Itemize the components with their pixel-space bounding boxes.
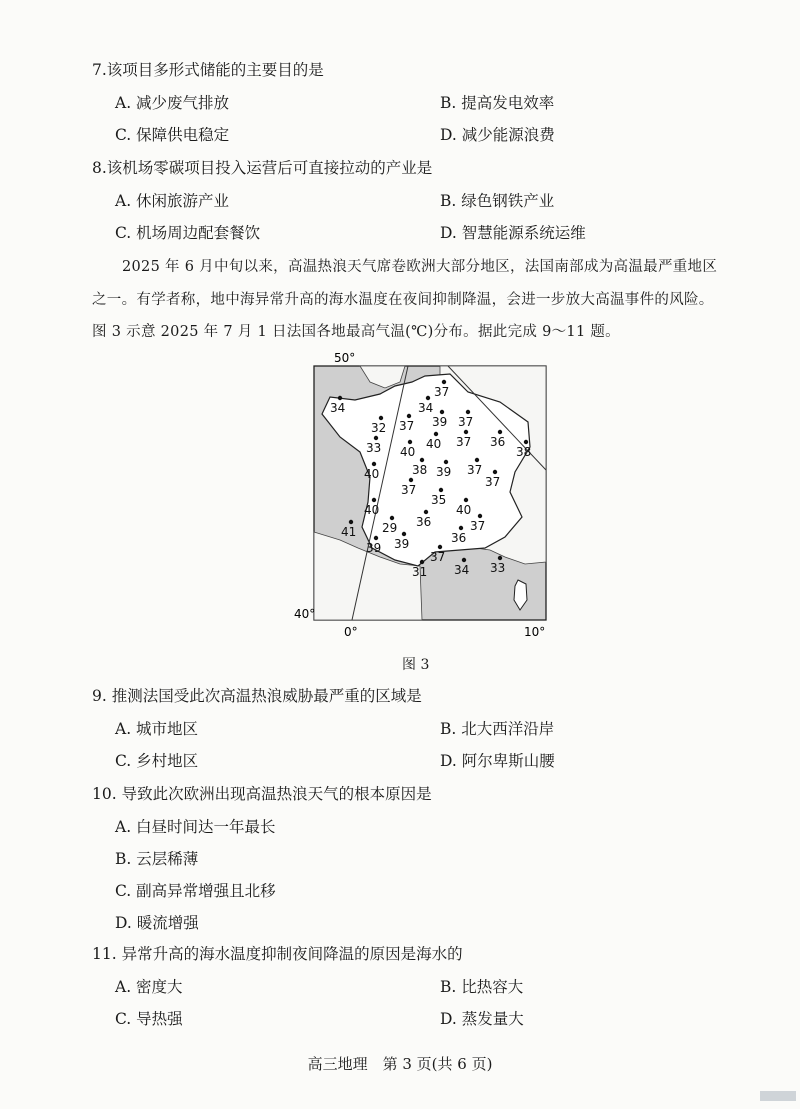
station-dot (424, 510, 428, 514)
station-dot (462, 558, 466, 562)
q10-option-c: C. 副高异常增强且北移 (115, 882, 276, 900)
q8-option-b: B. 绿色钢铁产业 (440, 192, 555, 210)
q11-option-c: C. 导热强 (115, 1010, 183, 1028)
station-dot (372, 498, 376, 502)
station-temp-label: 36 (416, 515, 432, 529)
lat-top-label: 50° (334, 351, 356, 365)
q8-option-a: A. 休闲旅游产业 (115, 192, 230, 210)
station-dot (374, 436, 378, 440)
lon-right-label: 10° (524, 625, 546, 639)
station-dot (459, 526, 463, 530)
station-temp-label: 39 (366, 541, 382, 555)
station-temp-label: 37 (434, 385, 450, 399)
q10-stem: 10. 导致此次欧洲出现高温热浪天气的根本原因是 (92, 785, 432, 803)
station-temp-label: 37 (456, 435, 472, 449)
q8-option-d: D. 智慧能源系统运维 (440, 224, 586, 242)
station-temp-label: 37 (458, 415, 474, 429)
q10-option-b: B. 云层稀薄 (115, 850, 199, 868)
q10-option-a: A. 白昼时间达一年最长 (115, 818, 276, 836)
q8-stem: 8.该机场零碳项目投入运营后可直接拉动的产业是 (92, 159, 433, 177)
q7-stem: 7.该项目多形式储能的主要目的是 (92, 61, 324, 79)
q9-option-a: A. 城市地区 (115, 720, 199, 738)
station-dot (478, 514, 482, 518)
station-dot (438, 545, 442, 549)
station-temp-label: 36 (490, 435, 506, 449)
station-dot (434, 432, 438, 436)
station-dot (379, 416, 383, 420)
station-dot (420, 560, 424, 564)
page-footer: 高三地理 第 3 页(共 6 页) (307, 1055, 493, 1073)
france-temperature-map (294, 351, 560, 642)
station-dot (372, 462, 376, 466)
station-temp-label: 37 (485, 475, 501, 489)
station-dot (493, 470, 497, 474)
station-temp-label: 34 (418, 401, 434, 415)
station-dot (407, 414, 411, 418)
station-temp-label: 37 (399, 419, 415, 433)
station-dot (498, 556, 502, 560)
station-dot (475, 458, 479, 462)
station-dot (442, 380, 446, 384)
scanner-watermark (760, 1091, 796, 1101)
station-dot (464, 498, 468, 502)
station-temp-label: 29 (382, 521, 398, 535)
station-temp-label: 40 (400, 445, 416, 459)
station-dot (439, 488, 443, 492)
q9-option-b: B. 北大西洋沿岸 (440, 720, 555, 738)
q9-option-c: C. 乡村地区 (115, 752, 199, 770)
q7-option-d: D. 减少能源浪费 (440, 126, 555, 144)
material-line-3: 图 3 示意 2025 年 7 月 1 日法国各地最高气温(℃)分布。据此完成 9～11 题。 (92, 324, 620, 340)
station-dot (466, 410, 470, 414)
station-dot (440, 410, 444, 414)
q11-stem: 11. 异常升高的海水温度抑制夜间降温的原因是海水的 (92, 945, 463, 963)
q11-option-a: A. 密度大 (115, 978, 183, 996)
lat-bottom-label: 40° (294, 607, 316, 621)
figure-caption: 图 3 (402, 657, 430, 673)
station-temp-label: 34 (330, 401, 346, 415)
station-temp-label: 33 (490, 561, 506, 575)
station-temp-label: 37 (470, 519, 486, 533)
station-temp-label: 31 (412, 565, 428, 579)
q9-stem: 9. 推测法国受此次高温热浪威胁最严重的区域是 (92, 687, 422, 705)
station-temp-label: 40 (364, 467, 380, 481)
q9-option-d: D. 阿尔卑斯山腰 (440, 752, 555, 770)
station-dot (524, 440, 528, 444)
station-dot (349, 520, 353, 524)
station-temp-label: 37 (467, 463, 483, 477)
q10-option-d: D. 暖流增强 (115, 914, 199, 932)
station-dot (374, 536, 378, 540)
q7-option-a: A. 减少废气排放 (115, 94, 230, 112)
station-temp-label: 33 (366, 441, 382, 455)
station-temp-label: 37 (430, 550, 446, 564)
station-temp-label: 38 (412, 463, 428, 477)
station-dot (408, 440, 412, 444)
station-temp-label: 35 (431, 493, 447, 507)
station-temp-label: 32 (371, 421, 387, 435)
station-dot (338, 396, 342, 400)
station-temp-label: 39 (394, 537, 410, 551)
station-temp-label: 40 (426, 437, 442, 451)
q8-option-c: C. 机场周边配套餐饮 (115, 224, 261, 242)
station-temp-label: 39 (436, 465, 452, 479)
station-dot (420, 458, 424, 462)
q7-option-b: B. 提高发电效率 (440, 94, 555, 112)
station-temp-label: 37 (401, 483, 417, 497)
lon-left-label: 0° (344, 625, 358, 639)
station-dot (390, 516, 394, 520)
station-dot (444, 460, 448, 464)
station-dot (409, 478, 413, 482)
station-dot (402, 532, 406, 536)
station-dot (464, 430, 468, 434)
station-temp-label: 36 (451, 531, 467, 545)
material-line-1: 2025 年 6 月中旬以来，高温热浪天气席卷欧洲大部分地区，法国南部成为高温最严重地区 (122, 259, 718, 275)
station-temp-label: 40 (456, 503, 472, 517)
station-dot (426, 396, 430, 400)
station-temp-label: 38 (516, 445, 532, 459)
station-temp-label: 34 (454, 563, 470, 577)
material-line-2: 之一。有学者称，地中海异常升高的海水温度在夜间抑制降温，会进一步放大高温事件的风险。 (92, 292, 714, 308)
q11-option-d: D. 蒸发量大 (440, 1010, 524, 1028)
station-dot (498, 430, 502, 434)
station-temp-label: 39 (432, 415, 448, 429)
q7-option-c: C. 保障供电稳定 (115, 126, 230, 144)
q11-option-b: B. 比热容大 (440, 978, 524, 996)
station-temp-label: 40 (364, 503, 380, 517)
station-temp-label: 41 (341, 525, 357, 539)
